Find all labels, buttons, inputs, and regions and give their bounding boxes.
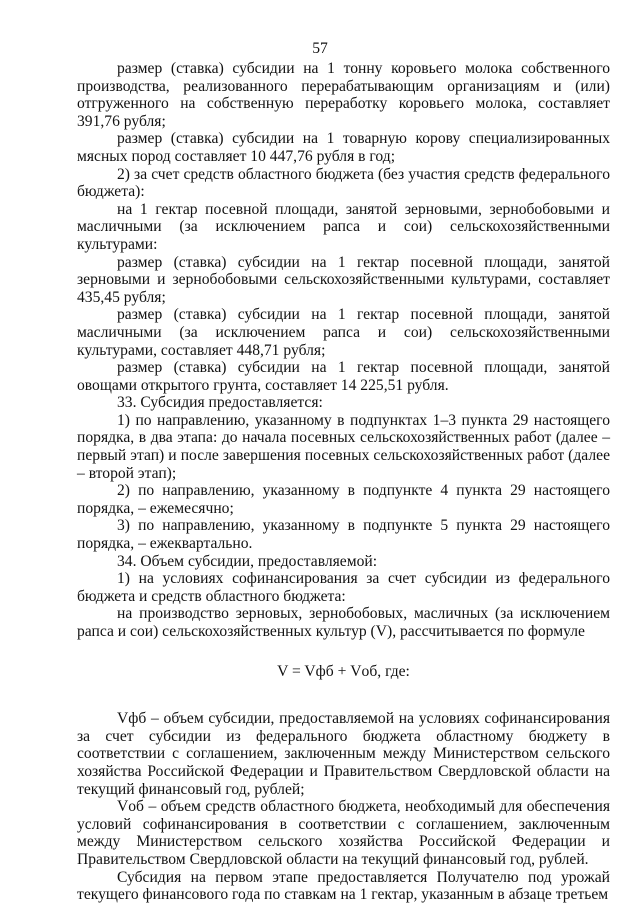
paragraph: размер (ставка) субсидии на 1 гектар посевной площади, занятой овощами открытого грунта, составляет 14 225,51 рубля. bbox=[77, 359, 610, 394]
paragraph: 3) по направлению, указанному в подпункте 5 пункта 29 настоящего порядка, – ежеквартально. bbox=[77, 517, 610, 553]
paragraph: 34. Объем субсидии, предоставляемой: bbox=[117, 552, 378, 570]
paragraph: размер (ставка) субсидии на 1 товарную корову специализированных мясных пород составляет 10 447,76 рубля в год; bbox=[77, 130, 610, 165]
paragraph: на 1 гектар посевной площади, занятой зерновыми, зернобобовыми и масличными (за исключением рапса и сои) сельскохозяйственными культурами: bbox=[77, 200, 610, 253]
paragraph: Vфб – объем субсидии, предоставляемой на условиях софинансирования за счет субсидии из федерального бюджета областному бюджету в соответствии с соглашением, заключенным между Министерством сельского хозяйства Российской Федерации и Правительством Свердловской области на текущий финансовый год, рублей; bbox=[77, 710, 610, 798]
paragraph: размер (ставка) субсидии на 1 тонну коровьего молока собственного производства, реализованного перерабатывающим организациям и (или) отгруженного на собственную переработку коровьего молока, составляет 391,76 рубля; bbox=[77, 60, 610, 130]
paragraph: 1) на условиях софинансирования за счет субсидии из федерального бюджета и средств областного бюджета: bbox=[77, 570, 610, 605]
page-number: 57 bbox=[312, 40, 328, 57]
paragraph: 33. Субсидия предоставляется: bbox=[117, 394, 323, 412]
document-body bbox=[77, 60, 610, 904]
paragraph: размер (ставка) субсидии на 1 гектар посевной площади, занятой масличными (за исключением рапса и сои) сельскохозяйственными культурами, составляет 448,71 рубля; bbox=[77, 306, 610, 359]
paragraph: 1) по направлению, указанному в подпунктах 1–3 пункта 29 настоящего порядка, в два этапа: до начала посевных сельскохозяйственных работ (далее – первый этап) и после завершения посевных сельскохозяйственных работ (далее – второй этап); bbox=[77, 411, 610, 482]
paragraph: 2) по направлению, указанному в подпункте 4 пункта 29 настоящего порядка, – ежемесячно; bbox=[77, 482, 610, 517]
paragraph: Vоб – объем средств областного бюджета, необходимый для обеспечения условий софинансирования в соответствии с соглашением, заключенным между Министерством сельского хозяйства Российской Федерации и Правительством Свердловской области на текущий финансовый год, рублей. bbox=[77, 798, 610, 868]
paragraph: 2) за счет средств областного бюджета (без участия средств федерального бюджета): bbox=[77, 165, 610, 201]
paragraph: Субсидия на первом этапе предоставляется Получателю под урожай текущего финансового года по ставкам на 1 гектар, указанным в абзаце третьем bbox=[77, 868, 610, 904]
paragraph: размер (ставка) субсидии на 1 гектар посевной площади, занятой зерновыми и зернобобовыми сельскохозяйственными культурами, составляет 435,45 рубля; bbox=[77, 253, 610, 306]
paragraph: на производство зерновых, зернобобовых, масличных (за исключением рапса и сои) сельскохозяйственных культур (V), рассчитывается по формуле bbox=[77, 605, 610, 640]
formula: V = Vфб + Vоб, где: bbox=[277, 662, 410, 680]
